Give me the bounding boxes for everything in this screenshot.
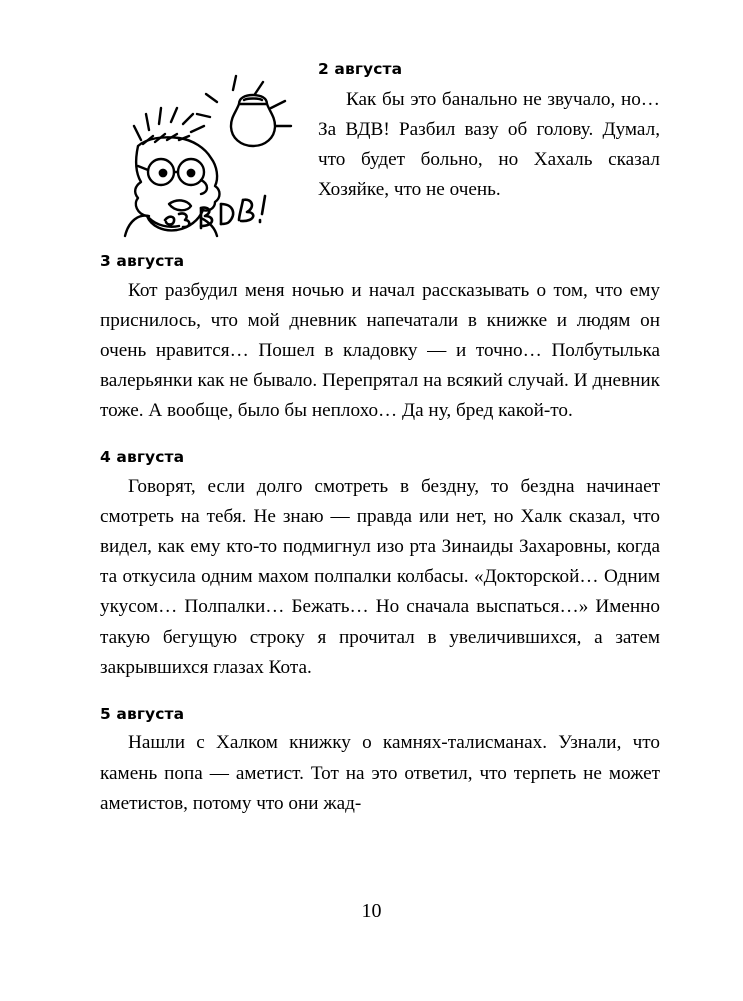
page-number: 10 <box>361 900 382 922</box>
entry-text: Нашли с Халком книжку о камнях-талисманах. Узнали, что камень попа — аметист. Тот на это ответил, что терпеть не может аметистов, потому что они жад- <box>100 732 660 814</box>
entry-body <box>100 472 660 683</box>
entry-3-avgusta <box>100 252 660 426</box>
first-entry-block <box>100 60 660 230</box>
entry-date: 4 августа <box>100 448 185 467</box>
cartoon-man-breaking-vase-on-head-icon <box>105 68 300 243</box>
entry-date: 2 августа <box>318 60 403 78</box>
first-entry-text <box>318 60 660 205</box>
entry-date: 3 августа <box>100 252 185 270</box>
page-content <box>100 60 660 819</box>
entry-body <box>100 728 660 818</box>
entry-text: Как бы это банально не звучало, но… За ВДВ! Разбил вазу об голову. Думал, что будет больно, но Хахаль сказал Хозяйке, что не очень. <box>318 88 660 201</box>
entry-5-avgusta <box>100 705 660 819</box>
entry-body <box>318 85 660 206</box>
entry-body <box>100 276 660 427</box>
entry-text: Кот разбудил меня ночью и начал рассказывать о том, что ему приснилось, что мой дневник напечатали в книжке и людям он очень нравится… Пошел в кладовку — и точно… Полбутылька валерьянки как не бывало. Перепрятал на всякий случай. И дневник тоже. А вообще, было бы неплохо… Да ну, бред какой-то. <box>100 279 660 422</box>
entry-text: Говорят, если долго смотреть в бездну, то бездна начинает смотреть на тебя. Не знаю — правда или нет, но Халк сказал, что видел, как ему кто-то подмигнул изо рта Зинаиды Захаровны, когда та откусила одним махом полпалки колбасы. «Докторской… Одним укусом… Полпалки… Бежать… Но сначала выспаться…» Именно такую бегущую строку я прочитал в увеличившихся, а затем закрывшихся глазах Кота. <box>100 475 660 678</box>
entry-date: 5 августа <box>100 704 185 723</box>
entry-4-avgusta <box>100 448 660 683</box>
